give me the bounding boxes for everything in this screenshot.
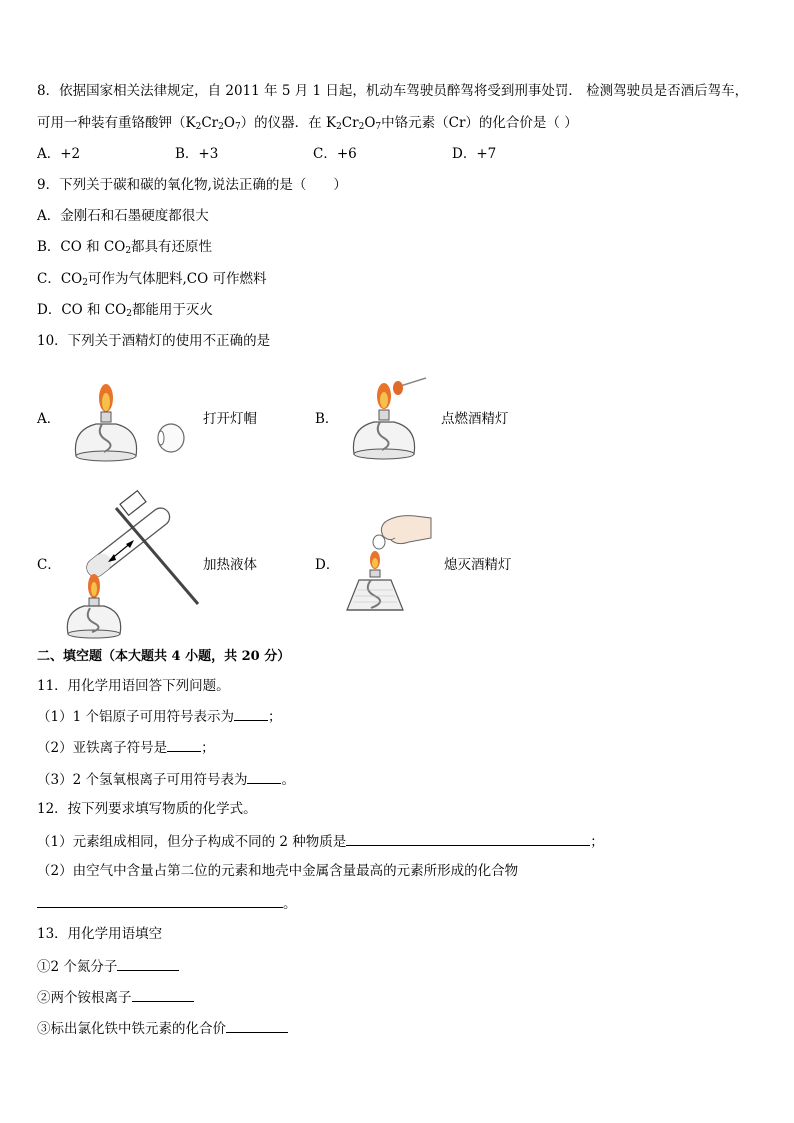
q10-option-c-letter: C． — [37, 557, 61, 573]
q11-part3-end: 。 — [281, 772, 295, 788]
q8-text-f: O — [364, 115, 376, 131]
q11-part3 — [37, 770, 295, 789]
answer-blank[interactable] — [226, 1019, 288, 1033]
q13-stem: 13．用化学用语填空 — [37, 926, 163, 942]
q11-part1 — [37, 707, 281, 726]
q10-option-b-caption: 点燃酒精灯 — [441, 411, 509, 427]
q13-part2 — [37, 988, 194, 1007]
q8-option-c: C．+6 — [313, 146, 357, 162]
q11-part3-text: （3）2 个氢氧根离子可用符号表为 — [37, 772, 248, 788]
q8-text-a: 可用一种装有重铬酸钾（K — [37, 115, 196, 131]
q9-c-post: 可作为气体肥料,CO 可作燃料 — [87, 271, 267, 287]
q13-part3 — [37, 1019, 288, 1038]
q11-part2 — [37, 738, 215, 757]
q9-option-d — [37, 301, 213, 319]
q10-stem: 10．下列关于酒精灯的使用不正确的是 — [37, 333, 271, 349]
q12-part1 — [37, 832, 604, 851]
alcohol-lamp-open-cap-figure — [66, 368, 206, 464]
q8-sub: 2 — [336, 122, 342, 132]
answer-blank[interactable] — [247, 770, 281, 784]
q13-part2-text: ②两个铵根离子 — [37, 990, 132, 1006]
q12-part1-text: （1）元素组成相同，但分子构成不同的 2 种物质是 — [37, 834, 347, 850]
q8-text-e: Cr — [341, 115, 359, 131]
q9-c-pre: C．CO — [37, 271, 83, 287]
q8-text-g: 中铬元素（Cr）的化合价是（ ） — [381, 115, 578, 131]
q8-text-b: Cr — [201, 115, 219, 131]
q12-part2-answer — [37, 894, 297, 913]
answer-blank[interactable] — [117, 957, 179, 971]
q10-option-d-caption: 熄灭酒精灯 — [444, 557, 512, 573]
q11-part2-text: （2）亚铁离子符号是 — [37, 740, 168, 756]
q9-d-post: 都能用于灭火 — [131, 302, 213, 318]
q8-option-a: A．+2 — [37, 146, 81, 162]
q10-option-d-letter: D． — [315, 557, 340, 573]
q13-part3-text: ③标出氯化铁中铁元素的化合价 — [37, 1021, 226, 1037]
q8-sub: 2 — [358, 122, 365, 132]
q9-b-post: 都具有还原性 — [131, 239, 213, 255]
q12-stem: 12．按下列要求填写物质的化学式。 — [37, 801, 257, 817]
alcohol-lamp-lighting-figure — [350, 368, 430, 464]
q8-text-c: O — [223, 115, 235, 131]
q11-part2-end: ； — [201, 740, 215, 756]
q11-part1-end: ； — [267, 709, 282, 725]
q13-part1 — [37, 957, 179, 976]
q9-stem: 9．下列关于碳和碳的氧化物,说法正确的是（ ） — [37, 177, 347, 193]
answer-blank[interactable] — [37, 894, 283, 908]
answer-blank[interactable] — [167, 738, 201, 752]
q10-option-c-caption: 加热液体 — [203, 557, 257, 573]
q8-sub: 7 — [234, 122, 241, 132]
q10-option-a-caption: 打开灯帽 — [203, 411, 257, 427]
q9-option-b — [37, 238, 212, 256]
q8-option-d: D．+7 — [452, 146, 497, 162]
q9-b-pre: B．CO 和 CO — [37, 239, 126, 255]
q9-option-a: A．金刚石和石墨硬度都很大 — [37, 208, 209, 224]
q9-option-c — [37, 270, 266, 288]
q8-text-d: ）的仪器．在 K — [240, 115, 337, 131]
q13-part1-text: ①2 个氮分子 — [37, 959, 118, 975]
answer-blank[interactable] — [234, 707, 268, 721]
q9-sub: 2 — [125, 246, 132, 256]
q10-option-a-letter: A． — [37, 411, 61, 427]
q11-stem: 11．用化学用语回答下列问题。 — [37, 678, 230, 694]
q8-line2 — [37, 114, 578, 132]
q9-sub: 2 — [82, 278, 88, 288]
q10-option-b-letter: B． — [315, 411, 339, 427]
q8-sub: 2 — [218, 122, 224, 132]
q12-part2-end: 。 — [283, 896, 297, 912]
extinguishing-lamp-by-blowing-figure — [345, 512, 435, 618]
heating-liquid-test-tube-figure — [64, 490, 204, 640]
q8-option-b: B．+3 — [175, 146, 219, 162]
q8-line1: 8．依据国家相关法律规定，自 2011 年 5 月 1 日起，机动车驾驶员醉驾将受到刑事处罚． 检测驾驶员是否酒后驾车， — [37, 83, 749, 99]
section-2-title: 二、填空题（本大题共 4 小题，共 20 分） — [37, 649, 291, 664]
answer-blank[interactable] — [346, 832, 590, 846]
q9-sub: 2 — [126, 309, 132, 319]
q8-sub: 7 — [375, 122, 382, 132]
q12-part2: （2）由空气中含量占第二位的元素和地壳中金属含量最高的元素所形成的化合物 — [37, 863, 519, 879]
q11-part1-text: （1）1 个铝原子可用符号表示为 — [37, 709, 234, 725]
answer-blank[interactable] — [132, 988, 194, 1002]
q12-part1-end: ； — [590, 834, 604, 850]
q9-d-pre: D．CO 和 CO — [37, 302, 127, 318]
q8-sub: 2 — [195, 122, 202, 132]
